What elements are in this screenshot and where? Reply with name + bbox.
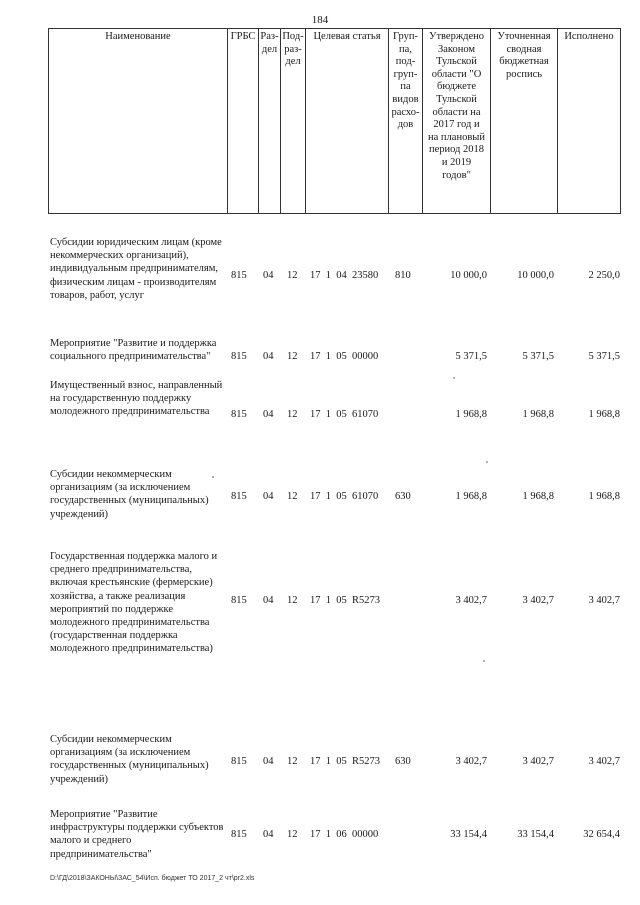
header-approved: Утверждено Законом Тульской области "О бюджете Тульской области на 2017 год и на плановый период 2018 и 2019 годов" bbox=[428, 31, 485, 181]
row-target: 17 1 05 00000 bbox=[310, 351, 379, 362]
header-expense-group: Груп- па, под- груп- па видов расхо- дов bbox=[391, 31, 420, 131]
scan-speck bbox=[483, 660, 485, 662]
file-path-footer: D:\ГД\2018\ЗАКОНЫ\ЗАС_54\Исп. бюджет ТО 2017_2 чт\pr2.xls bbox=[50, 875, 255, 882]
col-divider-right bbox=[620, 28, 621, 214]
row-name: Имущественный взнос, направленный на государственную поддержку молодежного предпринимательства bbox=[50, 380, 223, 418]
row-vid: 810 bbox=[395, 270, 411, 281]
row-refined: 3 402,7 bbox=[522, 756, 554, 767]
row-razdel: 04 bbox=[263, 409, 274, 420]
row-executed: 5 371,5 bbox=[588, 351, 620, 362]
row-grbs: 815 bbox=[231, 491, 247, 502]
header-executed: Исполнено bbox=[564, 31, 614, 42]
row-grbs: 815 bbox=[231, 409, 247, 420]
row-grbs: 815 bbox=[231, 595, 247, 606]
row-name: Мероприятие "Развитие инфраструктуры поддержки субъектов малого и среднего предпринимательства" bbox=[50, 809, 224, 860]
row-approved: 33 154,4 bbox=[450, 829, 487, 840]
page-number: 184 bbox=[311, 14, 329, 26]
row-grbs: 815 bbox=[231, 270, 247, 281]
header-name: Наименование bbox=[105, 31, 171, 42]
row-executed: 3 402,7 bbox=[588, 756, 620, 767]
table-top-border bbox=[48, 28, 621, 29]
row-approved: 1 968,8 bbox=[455, 409, 487, 420]
table-header-bottom-border bbox=[48, 213, 621, 214]
row-name: Субсидии юридическим лицам (кроме некоммерческих организаций), индивидуальным предпринимателям, физическим лицам - производителям товаров, работ, услуг bbox=[50, 237, 222, 301]
row-refined: 3 402,7 bbox=[522, 595, 554, 606]
row-executed: 1 968,8 bbox=[588, 409, 620, 420]
row-podrazdel: 12 bbox=[287, 409, 298, 420]
row-target: 17 1 06 00000 bbox=[310, 829, 379, 840]
col-divider-ispolneno bbox=[557, 28, 558, 214]
row-refined: 1 968,8 bbox=[522, 491, 554, 502]
header-refined: Уточненная сводная бюджетная роспись bbox=[497, 31, 551, 80]
row-grbs: 815 bbox=[231, 829, 247, 840]
row-podrazdel: 12 bbox=[287, 756, 298, 767]
header-razdel: Раз- дел bbox=[260, 31, 279, 55]
header-target-article: Целевая статья bbox=[313, 31, 381, 42]
row-refined: 5 371,5 bbox=[522, 351, 554, 362]
row-vid: 630 bbox=[395, 756, 411, 767]
header-grbs: ГРБС bbox=[230, 31, 256, 42]
row-name: Субсидии некоммерческим организациям (за исключением государственных (муниципальных) учреждений) bbox=[50, 734, 209, 785]
row-refined: 10 000,0 bbox=[517, 270, 554, 281]
scan-speck bbox=[453, 377, 455, 379]
row-approved: 3 402,7 bbox=[455, 756, 487, 767]
scan-speck bbox=[212, 476, 214, 478]
row-razdel: 04 bbox=[263, 270, 274, 281]
row-podrazdel: 12 bbox=[287, 829, 298, 840]
scan-speck bbox=[486, 461, 488, 463]
row-podrazdel: 12 bbox=[287, 595, 298, 606]
row-razdel: 04 bbox=[263, 491, 274, 502]
header-podrazdel: Под- раз- дел bbox=[282, 31, 304, 68]
row-name: Государственная поддержка малого и среднего предпринимательства, включая крестьянские (фермерские) хозяйства, а также реализация мероприятий по поддержке молодежного предпринимательства (государственная поддержка молодежного предпринимательства) bbox=[50, 551, 218, 655]
row-name: Субсидии некоммерческим организациям (за исключением государственных (муниципальных) учреждений) bbox=[50, 469, 209, 520]
row-approved: 5 371,5 bbox=[455, 351, 487, 362]
row-target: 17 1 05 61070 bbox=[310, 409, 379, 420]
row-executed: 1 968,8 bbox=[588, 491, 620, 502]
row-target: 17 1 05 R5273 bbox=[310, 595, 381, 606]
row-grbs: 815 bbox=[231, 756, 247, 767]
row-grbs: 815 bbox=[231, 351, 247, 362]
row-refined: 33 154,4 bbox=[517, 829, 554, 840]
col-divider-celevaya bbox=[305, 28, 306, 214]
row-vid: 630 bbox=[395, 491, 411, 502]
row-razdel: 04 bbox=[263, 351, 274, 362]
row-podrazdel: 12 bbox=[287, 491, 298, 502]
row-approved: 1 968,8 bbox=[455, 491, 487, 502]
row-executed: 2 250,0 bbox=[588, 270, 620, 281]
row-razdel: 04 bbox=[263, 756, 274, 767]
row-refined: 1 968,8 bbox=[522, 409, 554, 420]
row-target: 17 1 04 23580 bbox=[310, 270, 379, 281]
row-podrazdel: 12 bbox=[287, 351, 298, 362]
col-divider-left bbox=[48, 28, 49, 214]
row-target: 17 1 05 R5273 bbox=[310, 756, 381, 767]
row-razdel: 04 bbox=[263, 595, 274, 606]
row-executed: 32 654,4 bbox=[583, 829, 620, 840]
row-razdel: 04 bbox=[263, 829, 274, 840]
row-approved: 10 000,0 bbox=[450, 270, 487, 281]
row-target: 17 1 05 61070 bbox=[310, 491, 379, 502]
row-name: Мероприятие "Развитие и поддержка социального предпринимательства" bbox=[50, 338, 217, 363]
col-divider-grbs bbox=[227, 28, 228, 214]
row-approved: 3 402,7 bbox=[455, 595, 487, 606]
row-podrazdel: 12 bbox=[287, 270, 298, 281]
row-executed: 3 402,7 bbox=[588, 595, 620, 606]
